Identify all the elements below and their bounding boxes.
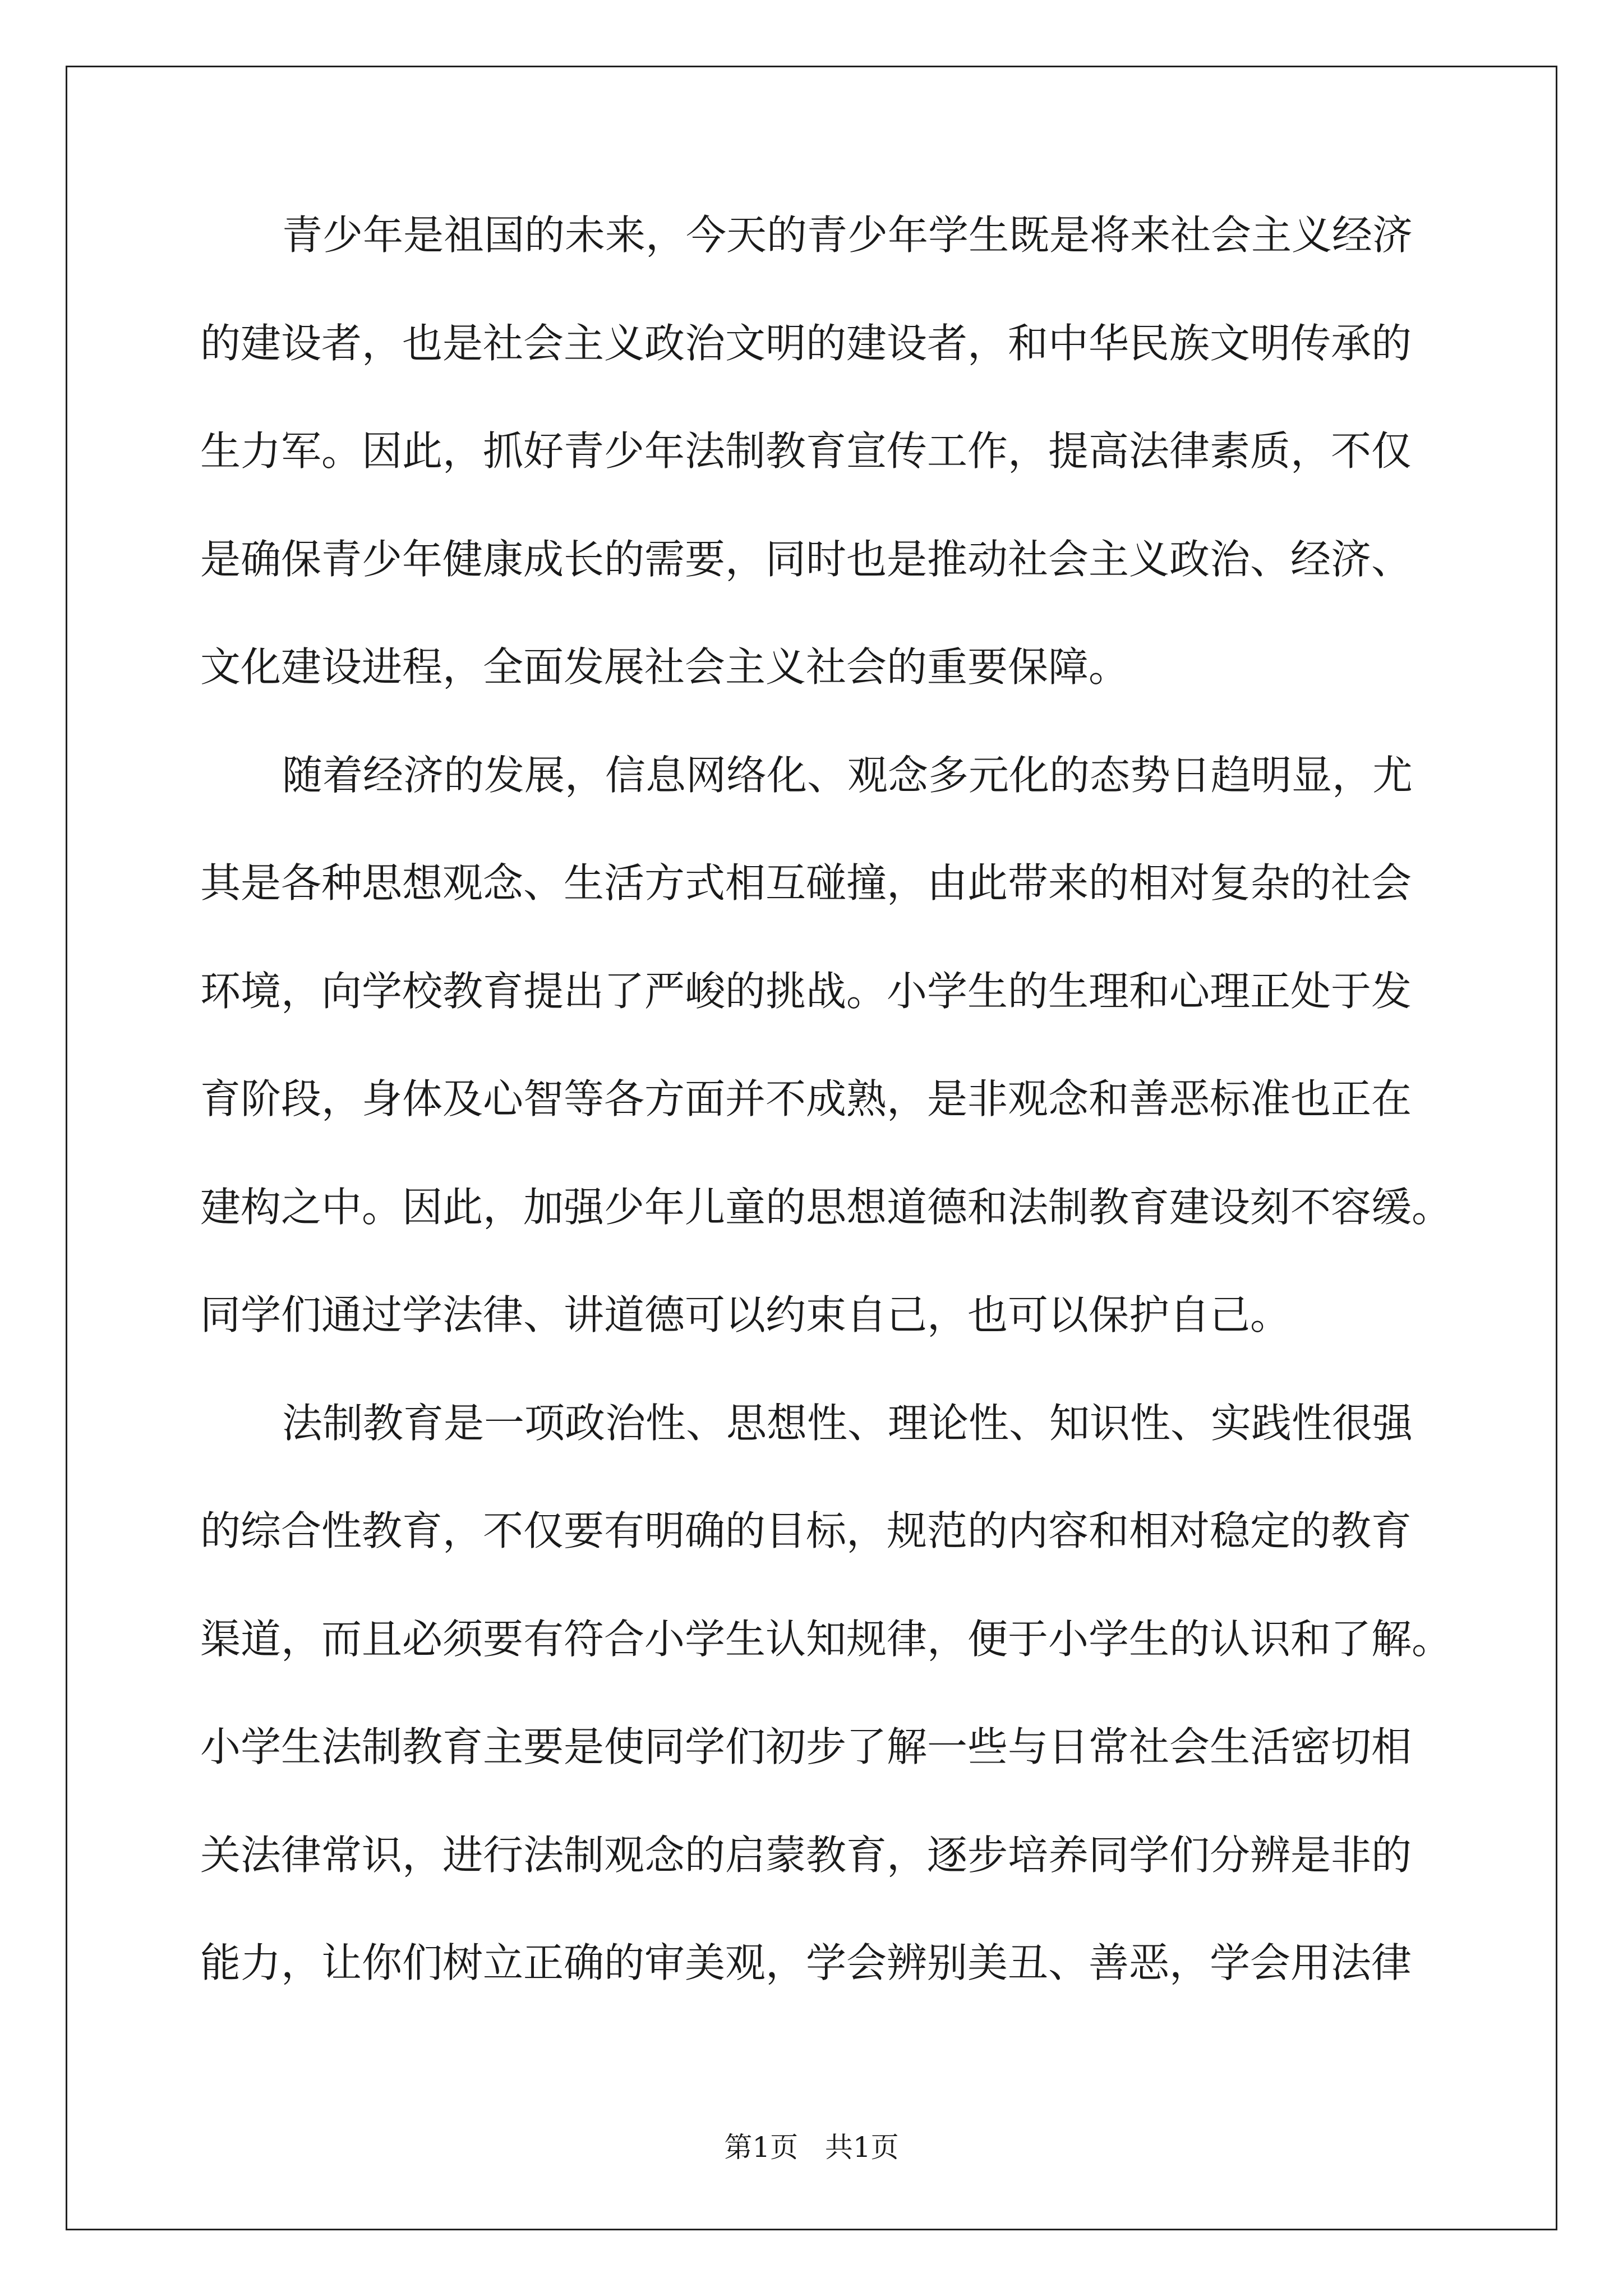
paragraph-2-line-5: 建构之中。因此，加强少年儿童的思想道德和法制教育建设刻不容缓。 — [200, 1183, 1453, 1231]
paragraph-2-line-4: 育阶段，身体及心智等各方面并不成熟，是非观念和善恶标准也正在 — [200, 1075, 1412, 1122]
paragraph-1-line-1: 青少年是祖国的未来，今天的青少年学生既是将来社会主义经济 — [282, 211, 1413, 259]
paragraph-2-line-2: 其是各种思想观念、生活方式相互碰撞，由此带来的相对复杂的社会 — [200, 859, 1412, 907]
paragraph-2-line-3: 环境，向学校教育提出了严峻的挑战。小学生的生理和心理正处于发 — [200, 967, 1412, 1015]
paragraph-1-line-4: 是确保青少年健康成长的需要，同时也是推动社会主义政治、经济、 — [200, 535, 1412, 583]
paragraph-2-line-6: 同学们通过学法律、讲道德可以约束自己，也可以保护自己。 — [200, 1291, 1291, 1338]
page-number-footer: 第1页 共1页 — [724, 2131, 899, 2164]
paragraph-1-line-5: 文化建设进程，全面发展社会主义社会的重要保障。 — [200, 643, 1129, 691]
paragraph-1-line-3: 生力军。因此，抓好青少年法制教育宣传工作，提高法律素质，不仅 — [200, 427, 1412, 475]
paragraph-1-line-2: 的建设者，也是社会主义政治文明的建设者，和中华民族文明传承的 — [200, 319, 1412, 367]
paragraph-3-line-6: 能力，让你们树立正确的审美观，学会辨别美丑、善恶，学会用法律 — [200, 1939, 1412, 1986]
paragraph-3-line-5: 关法律常识，进行法制观念的启蒙教育，逐步培养同学们分辨是非的 — [200, 1831, 1412, 1879]
paragraph-3-line-1: 法制教育是一项政治性、思想性、理论性、知识性、实践性很强 — [282, 1399, 1413, 1447]
paragraph-3-line-2: 的综合性教育，不仅要有明确的目标，规范的内容和相对稳定的教育 — [200, 1507, 1412, 1554]
paragraph-3-line-4: 小学生法制教育主要是使同学们初步了解一些与日常社会生活密切相 — [200, 1723, 1412, 1770]
paragraph-3-line-3: 渠道，而且必须要有符合小学生认知规律，便于小学生的认识和了解。 — [200, 1615, 1453, 1663]
paragraph-2-line-1: 随着经济的发展，信息网络化、观念多元化的态势日趋明显，尤 — [282, 751, 1413, 799]
document-body — [200, 211, 1453, 2051]
